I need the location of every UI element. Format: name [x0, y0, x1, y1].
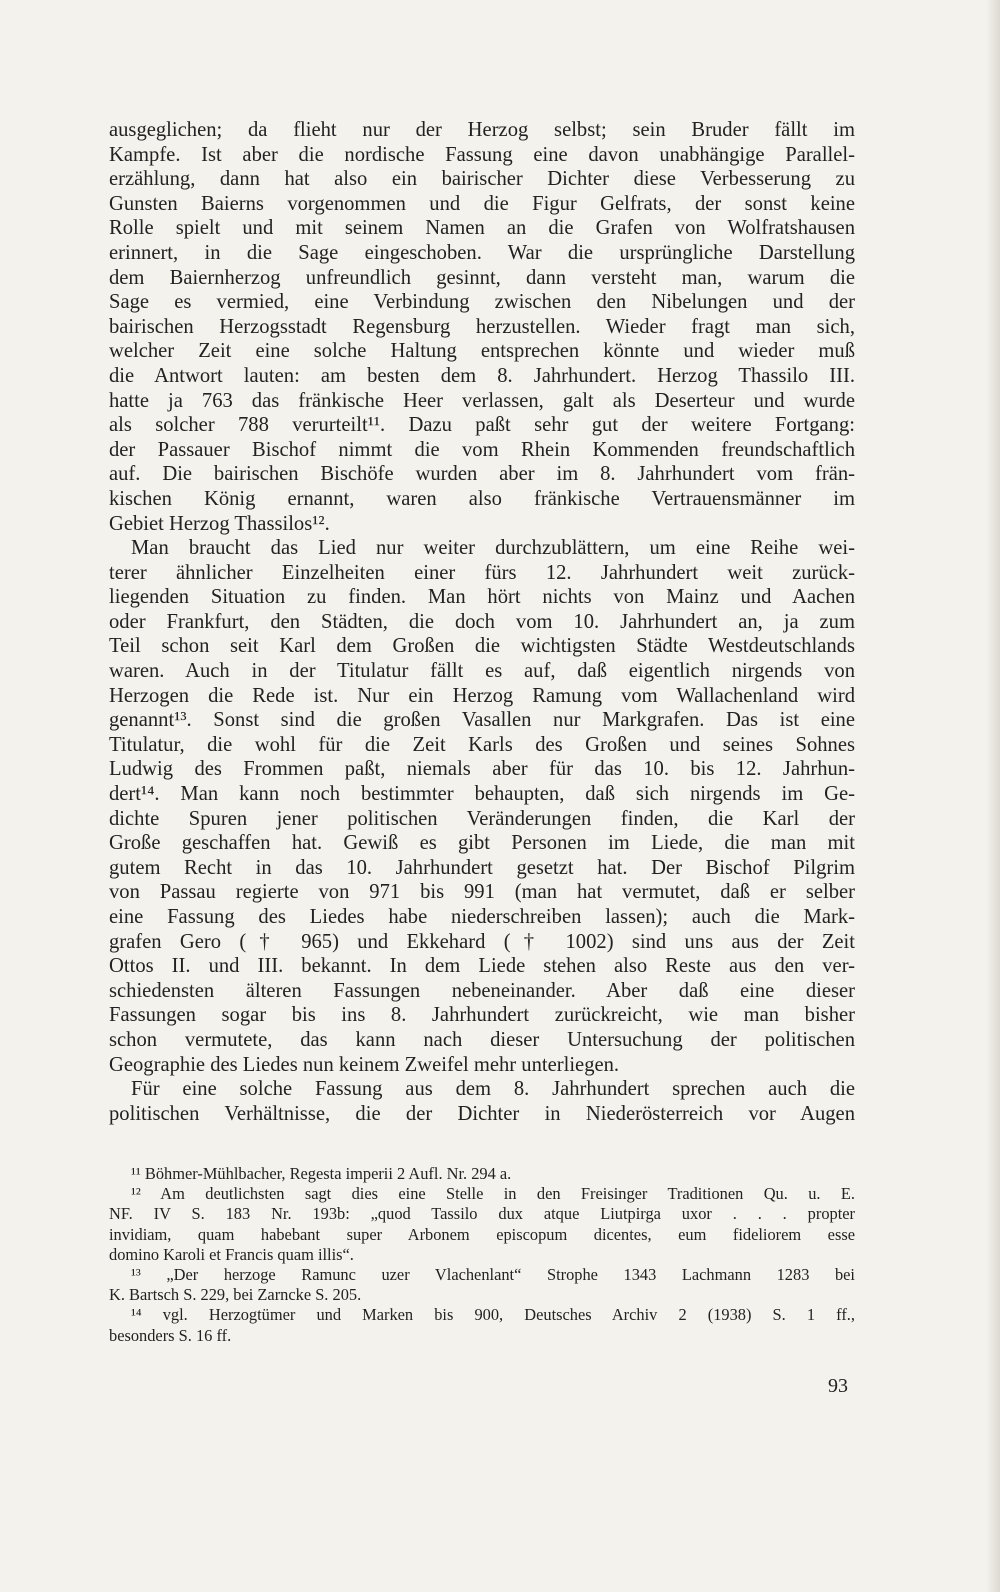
- body-line: Teil schon seit Karl dem Großen die wichtigsten Städte Westdeutschlands: [109, 635, 855, 658]
- body-line: dert¹⁴. Man kann noch bestimmter behaupten, daß sich nirgends im Ge-: [109, 783, 855, 806]
- body-line: der Passauer Bischof nimmt die vom Rhein Kommenden freundschaftlich: [109, 438, 855, 461]
- body-line: terer ähnlicher Einzelheiten einer fürs 12. Jahrhundert weit zurück-: [109, 561, 855, 584]
- body-line: Sage es vermied, eine Verbindung zwischen den Nibelungen und der: [109, 291, 855, 314]
- body-line: Rolle spielt und mit seinem Namen an die Grafen von Wolfratshausen: [109, 217, 855, 240]
- body-line: Kampfe. Ist aber die nordische Fassung eine davon unabhängige Parallel-: [109, 143, 855, 166]
- body-line: gutem Recht in das 10. Jahrhundert gesetzt hat. Der Bischof Pilgrim: [109, 856, 855, 879]
- footnote-line: NF. IV S. 183 Nr. 193b: „quod Tassilo dux atque Liutpirga uxor . . . propter: [109, 1204, 855, 1224]
- body-line: erzählung, dann hat also ein bairischer Dichter diese Verbesserung zu: [109, 168, 855, 191]
- body-line: dem Baiernherzog unfreundlich gesinnt, dann versteht man, warum die: [109, 266, 855, 289]
- body-line: Geographie des Liedes nun keinem Zweifel mehr unterliegen.: [109, 1053, 620, 1076]
- body-line: schiedensten älteren Fassungen nebeneinander. Aber daß eine dieser: [109, 979, 855, 1002]
- footnote-line: ¹³ „Der herzoge Ramunc uzer Vlachenlant“ Strophe 1343 Lachmann 1283 bei: [131, 1265, 855, 1285]
- body-line: politischen Verhältnisse, die der Dichter in Niederösterreich vor Augen: [109, 1102, 855, 1125]
- footnote-line: ¹⁴ vgl. Herzogtümer und Marken bis 900, Deutsches Archiv 2 (1938) S. 1 ff.,: [131, 1305, 855, 1325]
- scan-edge-shadow: [986, 0, 1000, 1592]
- body-line: die Antwort lauten: am besten dem 8. Jahrhundert. Herzog Thassilo III.: [109, 364, 855, 387]
- body-line: welcher Zeit eine solche Haltung entsprechen könnte und wieder muß: [109, 340, 855, 363]
- body-line: dichte Spuren jener politischen Veränderungen finden, die Karl der: [109, 807, 855, 830]
- body-line: liegenden Situation zu finden. Man hört nichts von Mainz und Aachen: [109, 586, 855, 609]
- body-line: Gunsten Baierns vorgenommen und die Figur Gelfrats, der sonst keine: [109, 192, 855, 215]
- footnote-line: ¹¹ Böhmer-Mühlbacher, Regesta imperii 2 Aufl. Nr. 294 a.: [131, 1164, 512, 1183]
- footnote-line: domino Karoli et Francis quam illis“.: [109, 1244, 354, 1264]
- body-line: hatte ja 763 das fränkische Heer verlassen, galt als Deserteur und wurde: [109, 389, 855, 412]
- body-line: erinnert, in die Sage eingeschoben. War die ursprüngliche Darstellung: [109, 241, 855, 264]
- body-line: Man braucht das Lied nur weiter durchzublättern, um eine Reihe wei-: [131, 537, 855, 560]
- body-line: bairischen Herzogsstadt Regensburg herzustellen. Wieder fragt man sich,: [109, 315, 855, 338]
- body-line: schon vermutete, das kann nach dieser Untersuchung der politischen: [109, 1028, 855, 1051]
- body-line: Herzogen die Rede ist. Nur ein Herzog Ramung vom Wallachenland wird: [109, 684, 855, 707]
- footnote-line: besonders S. 16 ff.: [109, 1325, 232, 1345]
- footnotes: [109, 1164, 855, 1346]
- body-line: Große geschaffen hat. Gewiß es gibt Personen im Liede, die man mit: [109, 832, 855, 855]
- body-line: waren. Auch in der Titulatur fällt es auf, daß eigentlich nirgends von: [109, 660, 855, 683]
- body-line: grafen Gero († 965) und Ekkehard († 1002) sind uns aus der Zeit: [109, 930, 855, 953]
- body-line: ausgeglichen; da flieht nur der Herzog selbst; sein Bruder fällt im: [109, 119, 855, 141]
- body-line: auf. Die bairischen Bischöfe wurden aber im 8. Jahrhundert vom frän-: [109, 463, 855, 486]
- main-text: [109, 118, 855, 1126]
- body-line: Ottos II. und III. bekannt. In dem Liede stehen also Reste aus den ver-: [109, 955, 855, 978]
- footnote-line: invidiam, quam habebant super Arbonem episcopum dicentes, eum fideliorem esse: [109, 1224, 855, 1244]
- body-line: Fassungen sogar bis ins 8. Jahrhundert zurückreicht, wie man bisher: [109, 1004, 855, 1027]
- body-line: eine Fassung des Liedes habe niederschreiben lassen); auch die Mark-: [109, 906, 855, 928]
- footnote-line: K. Bartsch S. 229, bei Zarncke S. 205.: [109, 1285, 362, 1305]
- page-number: 93: [828, 1375, 848, 1397]
- footnote-line: ¹² Am deutlichsten sagt dies eine Stelle in den Freisinger Traditionen Qu. u. E.: [131, 1184, 855, 1204]
- body-line: genannt¹³. Sonst sind die großen Vasallen nur Markgrafen. Das ist eine: [109, 709, 855, 732]
- body-line: kischen König ernannt, waren also fränkische Vertrauensmänner im: [109, 487, 855, 510]
- body-line: als solcher 788 verurteilt¹¹. Dazu paßt sehr gut der weitere Fortgang:: [109, 414, 855, 437]
- body-line: Ludwig des Frommen paßt, niemals aber für das 10. bis 12. Jahrhun-: [109, 758, 855, 781]
- body-line: oder Frankfurt, den Städten, die doch vom 10. Jahrhundert an, ja zum: [109, 610, 855, 633]
- body-line: Titulatur, die wohl für die Zeit Karls des Großen und seines Sohnes: [109, 733, 855, 756]
- body-line: Für eine solche Fassung aus dem 8. Jahrhundert sprechen auch die: [131, 1078, 855, 1101]
- body-line: Gebiet Herzog Thassilos¹².: [109, 512, 330, 535]
- body-line: von Passau regierte von 971 bis 991 (man hat vermutet, daß er selber: [109, 881, 855, 904]
